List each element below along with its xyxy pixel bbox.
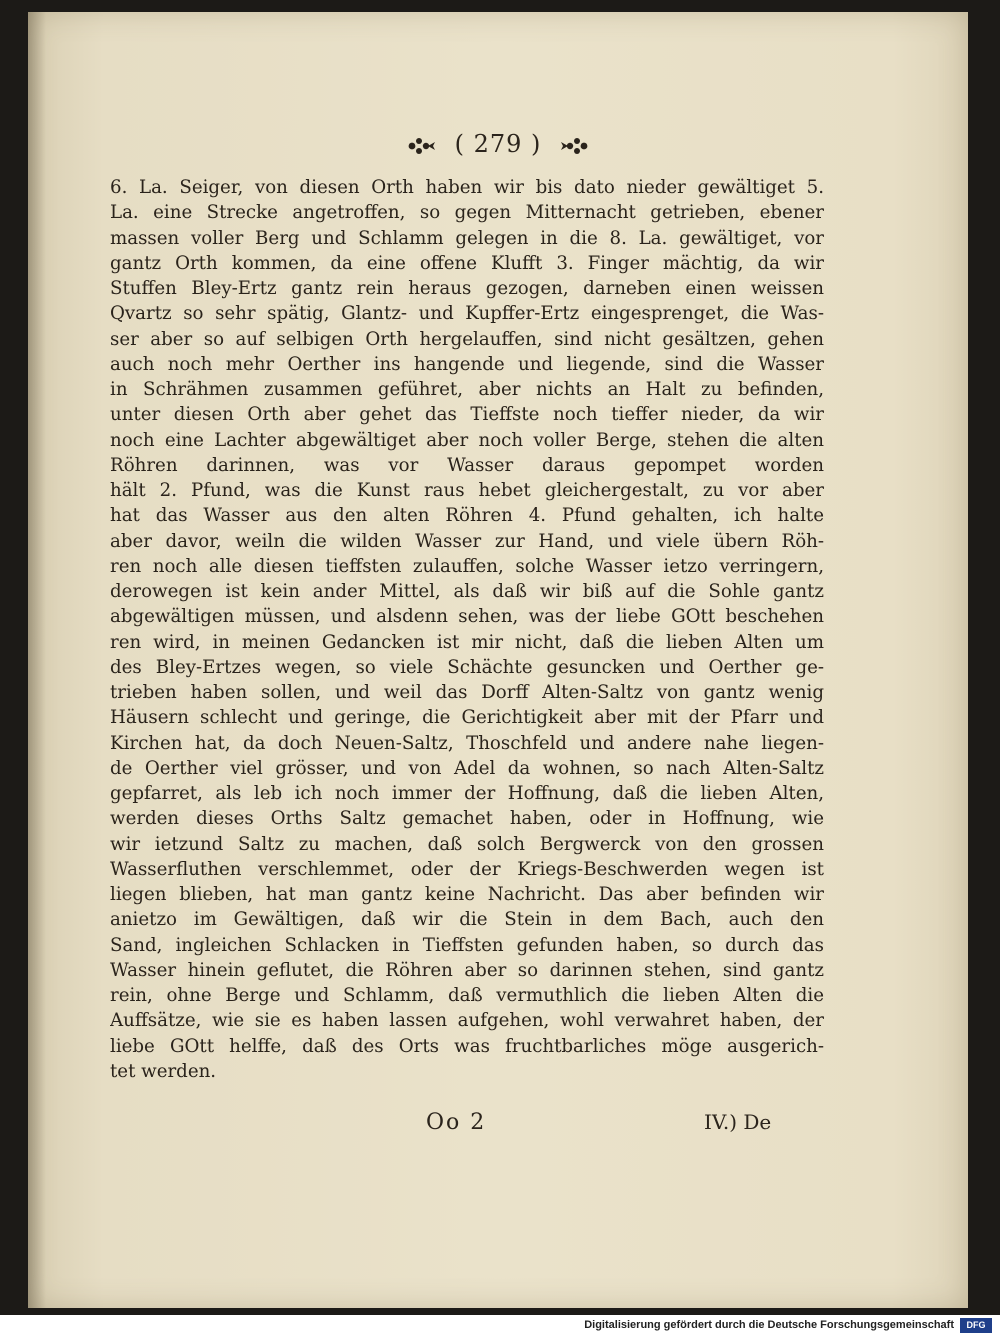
text-line: abgewältigen müssen, und alsdenn sehen, was der liebe GOtt beschehen — [110, 606, 824, 628]
page-spine-shadow — [28, 12, 46, 1308]
page-header — [28, 130, 968, 158]
text-line: des Bley-Ertzes wegen, so viele Schächte gesuncken und Oerther ge- — [110, 656, 824, 678]
text-line: noch eine Lachter abgewältiget aber noch voller Berge, stehen die alten — [110, 429, 824, 451]
text-line: anietzo im Gewältigen, daß wir die Stein in dem Bach, auch den — [110, 909, 824, 931]
text-line: Kirchen hat, da doch Neuen-Saltz, Thoschfeld und andere nahe liegen- — [110, 732, 824, 754]
text-line: unter diesen Orth aber gehet das Tieffste noch tieffer nieder, da wir — [110, 404, 824, 426]
text-line: ren noch alle diesen tieffsten zulauffen, solche Wasser ietzo verringern, — [110, 555, 824, 577]
text-line: Auffsätze, wie sie es haben lassen aufgehen, wohl verwahret haben, der — [110, 1010, 824, 1032]
text-line: liebe GOtt helffe, daß des Orts was fruchtbarliches möge ausgerich- — [110, 1035, 824, 1057]
text-line: wir ietzund Saltz zu machen, daß solch Bergwerck von den grossen — [110, 833, 824, 855]
text-line: 6. La. Seiger, von diesen Orth haben wir bis dato nieder gewältiget 5. — [110, 177, 824, 198]
right-ornament-icon — [560, 136, 590, 156]
credit-bar — [0, 1315, 1000, 1337]
text-line: aber davor, weiln die wilden Wasser zur Hand, und viele übern Röh- — [110, 530, 824, 552]
text-line: Häusern schlecht und geringe, die Gerichtigkeit aber mit der Pfarr und — [110, 707, 824, 729]
text-line: ser aber so auf selbigen Orth hergelauffen, sind nicht gesältzen, gehen — [110, 328, 824, 350]
text-line: rein, ohne Berge und Schlamm, daß vermuthlich die lieben Alten die — [110, 985, 824, 1006]
signature-mark: Oo 2 — [426, 1110, 487, 1135]
catchword: IV.) De — [704, 1110, 772, 1134]
dfg-logo: DFG — [960, 1318, 992, 1333]
body-text — [110, 175, 824, 1084]
text-line: tet werden. — [110, 1060, 217, 1082]
text-line: de Oerther viel grösser, und von Adel da wohnen, so nach Alten-Saltz — [110, 757, 824, 779]
text-line: Sand, ingleichen Schlacken in Tieffsten gefunden haben, so durch das — [110, 934, 824, 956]
text-line: werden dieses Orths Saltz gemachet haben, oder in Hoffnung, wie — [110, 808, 824, 830]
left-ornament-icon — [406, 136, 436, 156]
text-line: ren wird, in meinen Gedancken ist mir nicht, daß die lieben Alten um — [110, 631, 824, 653]
text-line: auch noch mehr Oerther ins hangende und liegende, sind die Wasser — [110, 353, 824, 375]
text-line: Röhren darinnen, was vor Wasser daraus gepompet worden — [110, 454, 824, 476]
text-line: Wasserfluthen verschlemmet, oder der Kriegs-Beschwerden wegen ist — [110, 858, 824, 880]
text-line: gepfarret, als leb ich noch immer der Hoffnung, daß die lieben Alten, — [110, 783, 824, 804]
text-line: hat das Wasser aus den alten Röhren 4. Pfund gehalten, ich halte — [110, 505, 824, 527]
credit-text: Digitalisierung gefördert durch die Deutsche Forschungsgemeinschaft — [584, 1319, 954, 1331]
text-line: in Schrähmen zusammen geführet, aber nichts an Halt zu befinden, — [110, 379, 824, 400]
text-line: La. eine Strecke angetroffen, so gegen Mitternacht getrieben, ebener — [110, 202, 824, 224]
text-line: Wasser hinein geflutet, die Röhren aber so darinnen stehen, sind gantz — [110, 959, 824, 981]
text-line: trieben haben sollen, und weil das Dorff Alten-Saltz von gantz wenig — [110, 682, 824, 703]
text-line: gantz Orth kommen, da eine offene Klufft 3. Finger mächtig, da wir — [110, 252, 824, 274]
page-number: ( 279 ) — [454, 130, 542, 158]
text-line: liegen blieben, hat man gantz keine Nachricht. Das aber befinden wir — [110, 884, 824, 905]
book-page — [28, 12, 968, 1308]
text-line: hält 2. Pfund, was die Kunst raus hebet gleichergestalt, zu vor aber — [110, 480, 824, 501]
text-line: derowegen ist kein ander Mittel, als daß wir biß auf die Sohle gantz — [110, 581, 824, 602]
text-line: Stuffen Bley-Ertz gantz rein heraus gezogen, darneben einen weissen — [110, 278, 824, 299]
text-line: Qvartz so sehr spätig, Glantz- und Kupffer-Ertz eingesprenget, die Was- — [110, 303, 824, 325]
text-line: massen voller Berg und Schlamm gelegen in die 8. La. gewältiget, vor — [110, 227, 824, 249]
